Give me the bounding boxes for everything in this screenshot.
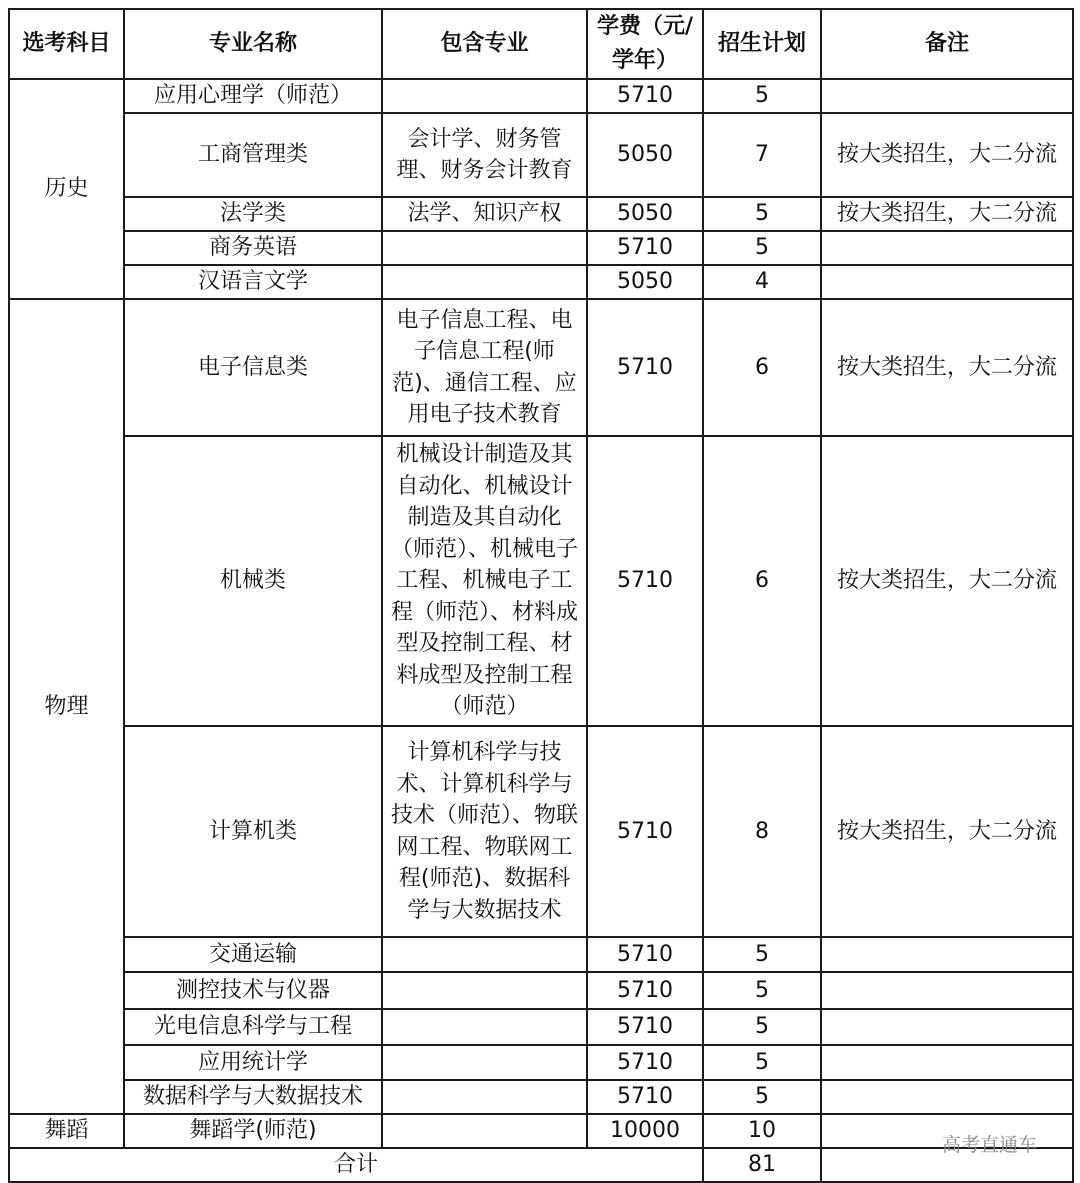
note-cell [821, 1009, 1073, 1045]
plan-cell: 5 [703, 1009, 821, 1045]
table-row [9, 1009, 1073, 1045]
note-cell [821, 231, 1073, 265]
plan-cell: 8 [703, 726, 821, 937]
table-row [9, 231, 1073, 265]
note-cell: 按大类招生，大二分流 [821, 726, 1073, 937]
tuition-cell: 5050 [587, 197, 703, 231]
table-row [9, 79, 1073, 113]
includes-cell: 会计学、财务管理、财务会计教育 [382, 113, 587, 197]
plan-cell: 6 [703, 299, 821, 436]
tuition-cell: 5710 [587, 436, 703, 726]
subject-cell: 物理 [9, 299, 124, 1114]
includes-cell [382, 1009, 587, 1045]
tuition-cell: 5710 [587, 1080, 703, 1114]
tuition-cell: 5710 [587, 79, 703, 113]
includes-cell [382, 1080, 587, 1114]
watermark: 高考直通车 [942, 1134, 1038, 1156]
header-subject: 选考科目 [9, 9, 124, 79]
table-row [9, 1045, 1073, 1080]
plan-cell: 5 [703, 972, 821, 1009]
header-includes: 包含专业 [382, 9, 587, 79]
tuition-cell: 5710 [587, 726, 703, 937]
major-cell: 商务英语 [124, 231, 382, 265]
table-row [9, 197, 1073, 231]
subject-cell: 舞蹈 [9, 1114, 124, 1148]
includes-cell: 机械设计制造及其自动化、机械设计制造及其自动化（师范）、机械电子工程、机械电子工程（师范）、材料成型及控制工程、材料成型及控制工程（师范） [382, 436, 587, 726]
plan-cell: 6 [703, 436, 821, 726]
total-row [9, 1148, 1073, 1182]
plan-cell: 10 [703, 1114, 821, 1148]
major-cell: 电子信息类 [124, 299, 382, 436]
includes-cell [382, 1114, 587, 1148]
includes-cell: 计算机科学与技术、计算机科学与技术（师范）、物联网工程、物联网工程(师范)、数据科学与大数据技术 [382, 726, 587, 937]
note-cell [821, 972, 1073, 1009]
includes-cell [382, 231, 587, 265]
header-row [9, 9, 1073, 79]
major-cell: 测控技术与仪器 [124, 972, 382, 1009]
note-cell [821, 79, 1073, 113]
table-row [9, 937, 1073, 972]
note-cell [821, 1080, 1073, 1114]
table-row [9, 726, 1073, 937]
table-row [9, 972, 1073, 1009]
enrollment-plan-table [8, 8, 1074, 1183]
includes-cell: 电子信息工程、电子信息工程(师范)、通信工程、应用电子技术教育 [382, 299, 587, 436]
total-label: 合计 [9, 1148, 703, 1182]
includes-cell: 法学、知识产权 [382, 197, 587, 231]
major-cell: 法学类 [124, 197, 382, 231]
tuition-cell: 5710 [587, 299, 703, 436]
tuition-cell: 5710 [587, 1009, 703, 1045]
major-cell: 交通运输 [124, 937, 382, 972]
includes-cell [382, 937, 587, 972]
includes-cell [382, 265, 587, 299]
plan-cell: 7 [703, 113, 821, 197]
total-plan: 81 [703, 1148, 821, 1182]
tuition-cell: 5050 [587, 113, 703, 197]
table-row [9, 1114, 1073, 1148]
note-cell [821, 265, 1073, 299]
header-major: 专业名称 [124, 9, 382, 79]
major-cell: 工商管理类 [124, 113, 382, 197]
header-note: 备注 [821, 9, 1073, 79]
note-cell: 按大类招生，大二分流 [821, 299, 1073, 436]
major-cell: 数据科学与大数据技术 [124, 1080, 382, 1114]
plan-cell: 5 [703, 197, 821, 231]
includes-cell [382, 972, 587, 1009]
note-cell: 按大类招生，大二分流 [821, 436, 1073, 726]
includes-cell [382, 79, 587, 113]
tuition-cell: 10000 [587, 1114, 703, 1148]
table-row [9, 299, 1073, 436]
note-cell: 按大类招生，大二分流 [821, 197, 1073, 231]
tuition-cell: 5710 [587, 972, 703, 1009]
header-plan: 招生计划 [703, 9, 821, 79]
header-tuition: 学费（元/学年） [587, 9, 703, 79]
table-row [9, 113, 1073, 197]
major-cell: 应用心理学（师范） [124, 79, 382, 113]
major-cell: 汉语言文学 [124, 265, 382, 299]
includes-cell [382, 1045, 587, 1080]
subject-cell: 历史 [9, 79, 124, 299]
major-cell: 机械类 [124, 436, 382, 726]
plan-cell: 5 [703, 79, 821, 113]
note-cell [821, 1045, 1073, 1080]
major-cell: 应用统计学 [124, 1045, 382, 1080]
plan-cell: 4 [703, 265, 821, 299]
table-row [9, 436, 1073, 726]
plan-cell: 5 [703, 1080, 821, 1114]
major-cell: 计算机类 [124, 726, 382, 937]
plan-cell: 5 [703, 1045, 821, 1080]
table-row [9, 265, 1073, 299]
plan-cell: 5 [703, 937, 821, 972]
tuition-cell: 5710 [587, 1045, 703, 1080]
major-cell: 光电信息科学与工程 [124, 1009, 382, 1045]
note-cell [821, 937, 1073, 972]
tuition-cell: 5710 [587, 231, 703, 265]
tuition-cell: 5050 [587, 265, 703, 299]
table-row [9, 1080, 1073, 1114]
note-cell: 按大类招生，大二分流 [821, 113, 1073, 197]
major-cell: 舞蹈学(师范) [124, 1114, 382, 1148]
plan-cell: 5 [703, 231, 821, 265]
tuition-cell: 5710 [587, 937, 703, 972]
